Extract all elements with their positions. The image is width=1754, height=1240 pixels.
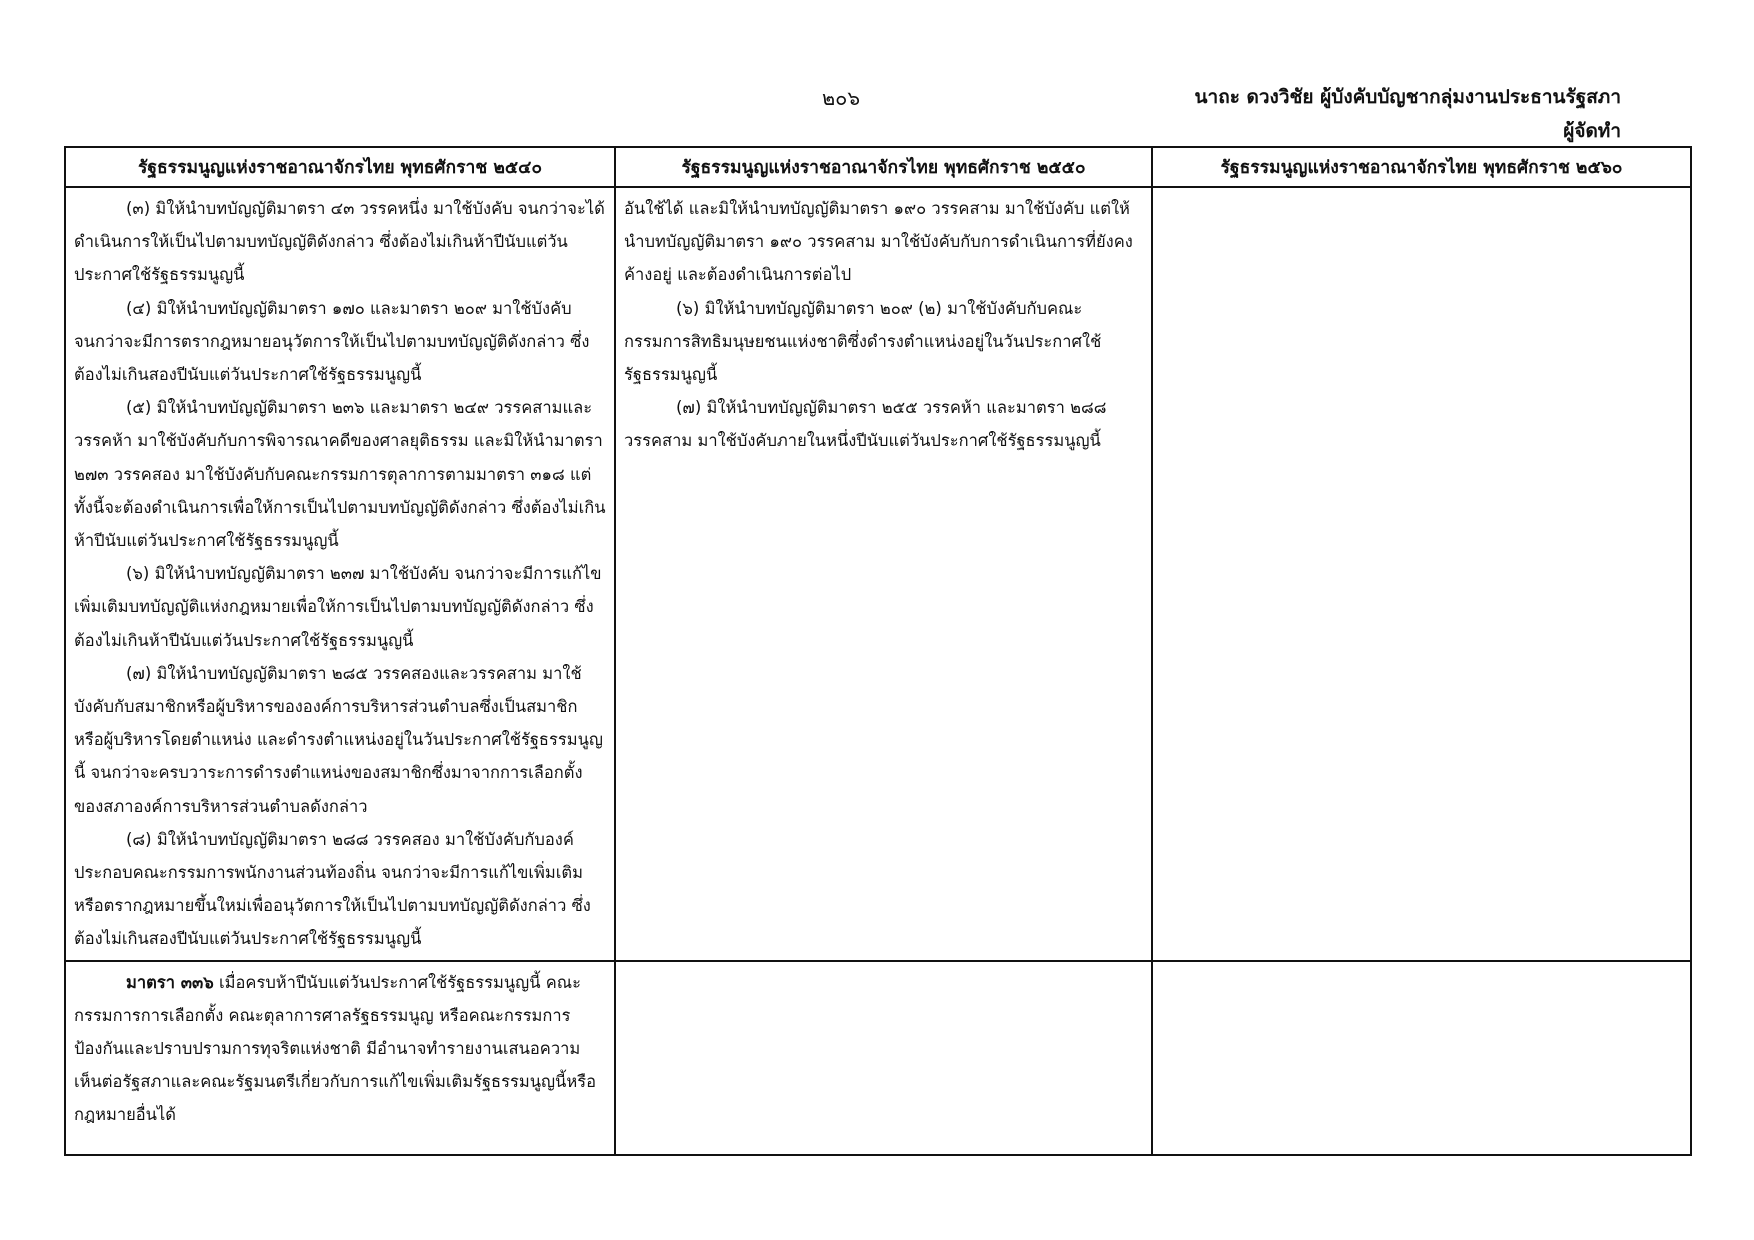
- cell-2540: [65, 187, 615, 961]
- table-row: [65, 187, 1691, 961]
- cell-2550: [615, 187, 1152, 961]
- page-number: ๒๐๖: [822, 86, 861, 110]
- clause-paragraph: (๗) มิให้นำบทบัญญัติมาตรา ๒๕๕ วรรคห้า และมาตรา ๒๘๘ วรรคสาม มาใช้บังคับภายในหนึ่งปีนับแต่วันประกาศใช้รัฐธรรมนูญนี้: [624, 398, 1107, 451]
- section-text: เมื่อครบห้าปีนับแต่วันประกาศใช้รัฐธรรมนูญนี้ คณะกรรมการการเลือกตั้ง คณะตุลาการศาลรัฐธรรมนูญ หรือคณะกรรมการป้องกันและปราบปรามการทุจริตแห่งชาติ มีอำนาจทำรายงานเสนอความเห็นต่อรัฐสภาและคณะรัฐมนตรีเกี่ยวกับการแก้ไขเพิ่มเติมรัฐธรรมนูญนี้หรือกฎหมายอื่นได้: [74, 972, 596, 1125]
- column-header-2550: รัฐธรรมนูญแห่งราชอาณาจักรไทย พุทธศักราช ๒๕๕๐: [615, 147, 1152, 187]
- clause-continuation: อันใช้ได้ และมิให้นำบทบัญญัติมาตรา ๑๙๐ วรรคสาม มาใช้บังคับ แต่ให้นำบทบัญญัติมาตรา ๑๙๐ วรรคสาม มาใช้บังคับกับการดำเนินการที่ยังคงค้างอยู่ และต้องดำเนินการต่อไป: [624, 199, 1133, 285]
- author-role: ผู้จัดทำ: [1563, 120, 1621, 142]
- clause-paragraph: (๕) มิให้นำบทบัญญัติมาตรา ๒๓๖ และมาตรา ๒๔๙ วรรคสามและวรรคห้า มาใช้บังคับกับการพิจารณาคดีของศาลยุติธรรม และมิให้นำมาตรา ๒๗๓ วรรคสอง มาใช้บังคับกับคณะกรรมการตุลาการตามมาตรา ๓๑๘ แต่ทั้งนี้จะต้องดำเนินการเพื่อให้การเป็นไปตามบทบัญญัติดังกล่าว ซึ่งต้องไม่เกินห้าปีนับแต่วันประกาศใช้รัฐธรรมนูญนี้: [74, 398, 606, 551]
- cell-2560: [1152, 187, 1691, 961]
- cell-2540: [65, 961, 615, 1155]
- column-header-2540: รัฐธรรมนูญแห่งราชอาณาจักรไทย พุทธศักราช ๒๕๔๐: [65, 147, 615, 187]
- clause-paragraph: (๗) มิให้นำบทบัญญัติมาตรา ๒๘๕ วรรคสองและวรรคสาม มาใช้บังคับกับสมาชิกหรือผู้บริหารขององค์การบริหารส่วนตำบลซึ่งเป็นสมาชิกหรือผู้บริหารโดยตำแหน่ง และดำรงตำแหน่งอยู่ในวันประกาศใช้รัฐธรรมนูญนี้ จนกว่าจะครบวาระการดำรงตำแหน่งของสมาชิกซึ่งมาจากการเลือกตั้งของสภาองค์การบริหารส่วนตำบลดังกล่าว: [74, 663, 603, 816]
- clause-paragraph: (๖) มิให้นำบทบัญญัติมาตรา ๒๓๗ มาใช้บังคับ จนกว่าจะมีการแก้ไขเพิ่มเติมบทบัญญัติแห่งกฎหมายเพื่อให้การเป็นไปตามบทบัญญัติดังกล่าว ซึ่งต้องไม่เกินห้าปีนับแต่วันประกาศใช้รัฐธรรมนูญนี้: [74, 564, 602, 650]
- cell-2560: [1152, 961, 1691, 1155]
- section-336-paragraph: [74, 966, 606, 1132]
- table-row: [65, 961, 1691, 1155]
- author-block: [1195, 80, 1621, 148]
- clause-paragraph: (๓) มิให้นำบทบัญญัติมาตรา ๔๓ วรรคหนึ่ง มาใช้บังคับ จนกว่าจะได้ดำเนินการให้เป็นไปตามบทบัญญัติดังกล่าว ซึ่งต้องไม่เกินห้าปีนับแต่วันประกาศใช้รัฐธรรมนูญนี้: [74, 199, 605, 285]
- column-header-2560: รัฐธรรมนูญแห่งราชอาณาจักรไทย พุทธศักราช ๒๕๖๐: [1152, 147, 1691, 187]
- author-name: นาถะ ดวงวิชัย ผู้บังคับบัญชากลุ่มงานประธานรัฐสภา: [1194, 86, 1621, 108]
- table-header-row: [65, 147, 1691, 187]
- section-label: มาตรา ๓๓๖: [126, 972, 214, 992]
- cell-2550: [615, 961, 1152, 1155]
- clause-paragraph: (๘) มิให้นำบทบัญญัติมาตรา ๒๘๘ วรรคสอง มาใช้บังคับกับองค์ประกอบคณะกรรมการพนักงานส่วนท้องถิ่น จนกว่าจะมีการแก้ไขเพิ่มเติมหรือตรากฎหมายขึ้นใหม่เพื่ออนุวัตการให้เป็นไปตามบทบัญญัติดังกล่าว ซึ่งต้องไม่เกินสองปีนับแต่วันประกาศใช้รัฐธรรมนูญนี้: [74, 829, 591, 949]
- clause-paragraph: (๔) มิให้นำบทบัญญัติมาตรา ๑๗๐ และมาตรา ๒๐๙ มาใช้บังคับ จนกว่าจะมีการตรากฎหมายอนุวัตการให้เป็นไปตามบทบัญญัติดังกล่าว ซึ่งต้องไม่เกินสองปีนับแต่วันประกาศใช้รัฐธรรมนูญนี้: [74, 298, 590, 385]
- clause-paragraph: (๖) มิให้นำบทบัญญัติมาตรา ๒๐๙ (๒) มาใช้บังคับกับคณะกรรมการสิทธิมนุษยชนแห่งชาติซึ่งดำรงตำแหน่งอยู่ในวันประกาศใช้รัฐธรรมนูญนี้: [624, 298, 1102, 385]
- comparison-table: [64, 146, 1692, 1156]
